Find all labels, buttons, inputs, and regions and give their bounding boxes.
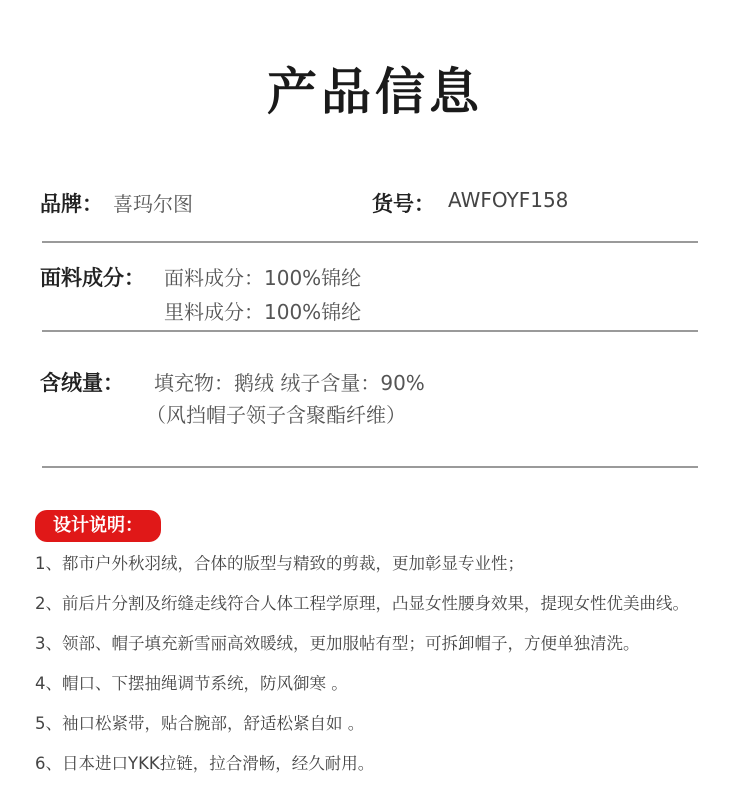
down-content-label: 含绒量：: [40, 371, 124, 395]
divider: [42, 330, 698, 332]
divider: [42, 241, 698, 243]
fabric-label: 面料成分：: [40, 266, 145, 290]
list-item: 6、日本进口YKK拉链，拉合滑畅，经久耐用。: [35, 754, 375, 773]
sku-label: 货号：: [372, 192, 435, 216]
list-item: 4、帽口、下摆抽绳调节系统，防风御寒 。: [35, 674, 348, 693]
design-notes-list: [35, 548, 689, 788]
down-content-value: 填充物：鹅绒 绒子含量：90%: [154, 371, 425, 395]
list-item: 3、领部、帽子填充新雪丽高效暖绒，更加服帖有型；可拆卸帽子，方便单独清洗。: [35, 634, 640, 653]
fabric-outer-value: 面料成分：100%锦纶: [164, 266, 362, 290]
down-content-note: （风挡帽子领子含聚酯纤维）: [146, 403, 406, 427]
list-item: 2、前后片分割及绗缝走线符合人体工程学原理，凸显女性腰身效果，提现女性优美曲线。: [35, 594, 689, 613]
divider: [42, 466, 698, 468]
sku-value: AWFOYF158: [448, 188, 569, 212]
fabric-lining-value: 里料成分：100%锦纶: [164, 300, 362, 324]
list-item: 1、都市户外秋羽绒，合体的版型与精致的剪裁，更加彰显专业性；: [35, 554, 524, 573]
design-notes-badge: 设计说明：: [35, 510, 161, 542]
list-item: 5、袖口松紧带，贴合腕部，舒适松紧自如 。: [35, 714, 365, 733]
brand-value: 喜玛尔图: [113, 192, 193, 216]
page-title: 产品信息: [267, 63, 483, 121]
brand-label: 品牌：: [40, 192, 103, 216]
